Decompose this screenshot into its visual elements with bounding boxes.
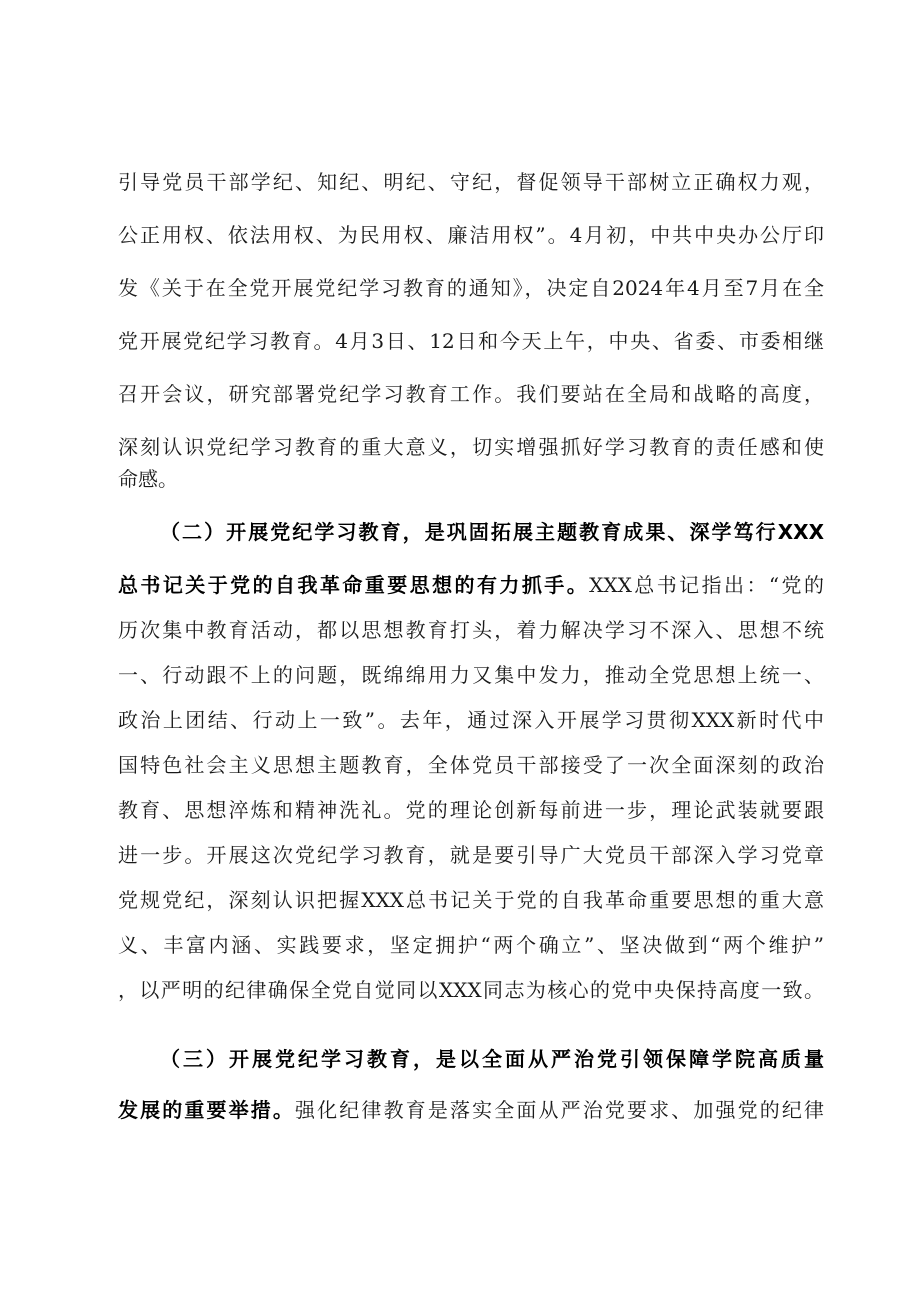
paragraph-line: 党开展党纪学习教育。4月3日、12日和今天上午，中央、省委、市委相继 bbox=[118, 329, 824, 353]
paragraph-line: 命感。 bbox=[118, 467, 178, 491]
paragraph-line: 公正用权、依法用权、为民用权、廉洁用权”。4月初，中共中央办公厅印 bbox=[118, 223, 824, 247]
paragraph-line: 历次集中教育活动，都以思想教育打头，着力解决学习不深入、思想不统 bbox=[118, 618, 824, 642]
paragraph-line: 一、行动跟不上的问题，既绵绵用力又集中发力，推动全党思想上统一、 bbox=[118, 663, 824, 687]
paragraph-line: 义、丰富内涵、实践要求，坚定拥护“两个确立”、坚决做到“两个维护” bbox=[118, 933, 824, 957]
paragraph-line: 国特色社会主义思想主题教育，全体党员干部接受了一次全面深刻的政治 bbox=[118, 753, 824, 777]
section-heading-bold: 发展的重要举措。 bbox=[118, 1098, 296, 1122]
paragraph-line: 引导党员干部学纪、知纪、明纪、守纪，督促领导干部树立正确权力观， bbox=[118, 170, 824, 194]
section-heading-rest: 强化纪律教育是落实全面从严治党要求、加强党的纪律 bbox=[295, 1098, 825, 1122]
section-heading-line bbox=[118, 565, 824, 605]
paragraph-line: 党规党纪，深刻认识把握XXX总书记关于党的自我革命重要思想的重大意 bbox=[118, 888, 824, 912]
section-heading-bold: 总书记关于党的自我革命重要思想的有力抓手。 bbox=[118, 573, 590, 597]
paragraph-line: 发《关于在全党开展党纪学习教育的通知》，决定自2024年4月至7月在全 bbox=[118, 276, 824, 300]
section-heading: （二）开展党纪学习教育，是巩固拓展主题教育成果、深学笃行XXX bbox=[160, 520, 824, 544]
paragraph-line: 深刻认识党纪学习教育的重大意义，切实增强抓好学习教育的责任感和使 bbox=[118, 435, 824, 459]
paragraph-line: 教育、思想淬炼和精神洗礼。党的理论创新每前进一步，理论武装就要跟 bbox=[118, 798, 824, 822]
section-heading-rest: XXX总书记指出：“党的 bbox=[589, 573, 824, 597]
section-heading-line bbox=[118, 1090, 824, 1130]
paragraph-line: 政治上团结、行动上一致”。去年，通过深入开展学习贯彻XXX新时代中 bbox=[118, 708, 824, 732]
paragraph-line: 进一步。开展这次党纪学习教育，就是要引导广大党员干部深入学习党章 bbox=[118, 843, 824, 867]
paragraph-line: 召开会议，研究部署党纪学习教育工作。我们要站在全局和战略的高度， bbox=[118, 382, 824, 406]
paragraph-line: ，以严明的纪律确保全党自觉同以XXX同志为核心的党中央保持高度一致。 bbox=[118, 978, 824, 1002]
section-heading: （三）开展党纪学习教育，是以全面从严治党引领保障学院高质量 bbox=[160, 1047, 824, 1071]
